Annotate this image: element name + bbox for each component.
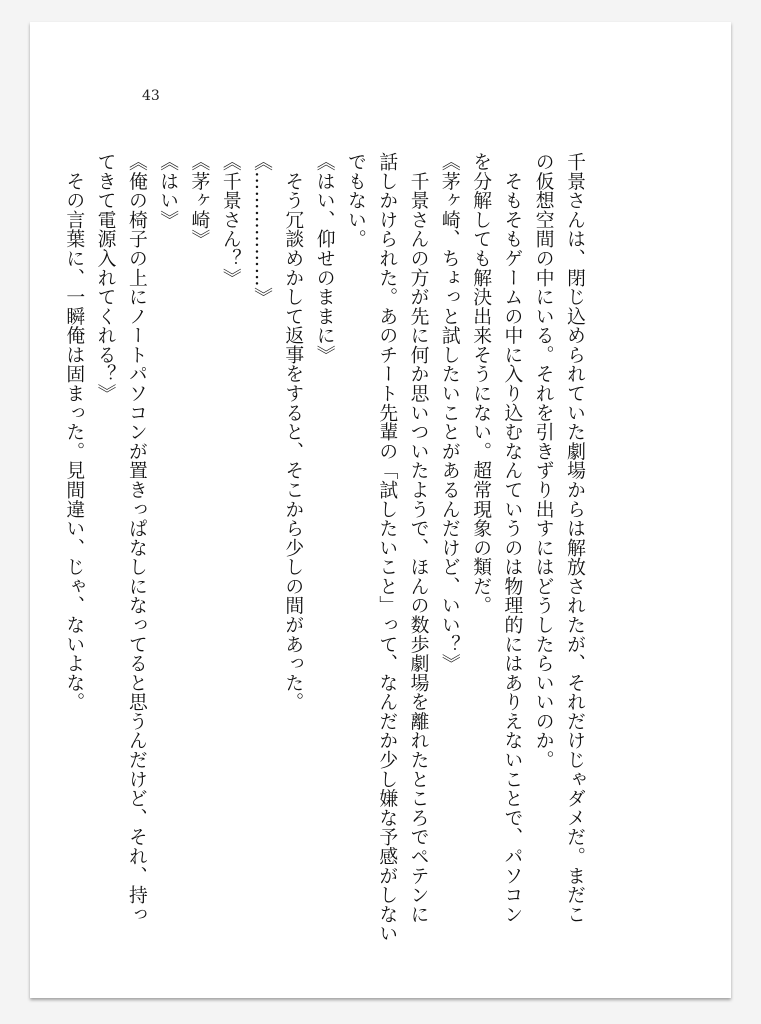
text-line: 《千景さん？》 [219, 152, 241, 288]
text-line: てきて電源入れてくれる？》 [94, 152, 116, 403]
book-page [30, 22, 731, 998]
text-line: の仮想空間の中にいる。それを引きずり出すにはどうしたらいいのか。 [532, 152, 554, 770]
page-number: 43 [142, 88, 160, 104]
text-line: 《………………》 [251, 152, 273, 307]
text-line: 《はい》 [157, 152, 179, 230]
text-line: 《茅ヶ崎》 [188, 152, 210, 249]
text-line: 《俺の椅子の上にノートパソコンが置きっぱなしになってると思うんだけど、それ、持っ [125, 152, 147, 924]
text-line: 千景さんの方が先に何か思いついたようで、ほんの数歩劇場を離れたところでペテンに [407, 152, 429, 924]
text-line: そう冗談めかして返事をすると、そこから少しの間があった。 [282, 152, 304, 712]
text-line: 話しかけられた。あのチート先輩の「試したいこと」って、なんだか少し嫌な予感がしない [376, 152, 398, 943]
vertical-text-body [63, 152, 590, 952]
text-line: 《はい、仰せのままに》 [313, 152, 335, 365]
text-line: そもそもゲームの中に入り込むなんていうのは物理的にはありえないことで、パソコン [501, 152, 523, 924]
text-line: でもない。 [344, 152, 366, 249]
text-line: を分解しても解決出来そうにない。超常現象の類だ。 [470, 152, 492, 615]
text-line: 千景さんは、閉じ込められていた劇場からは解放されたが、それだけじゃダメだ。まだこ [564, 152, 585, 924]
text-line: 《茅ヶ崎、ちょっと試したいことがあるんだけど、いい？》 [438, 152, 460, 673]
text-line: その言葉に、一瞬俺は固まった。見間違い、じゃ、ないよな。 [63, 152, 85, 712]
